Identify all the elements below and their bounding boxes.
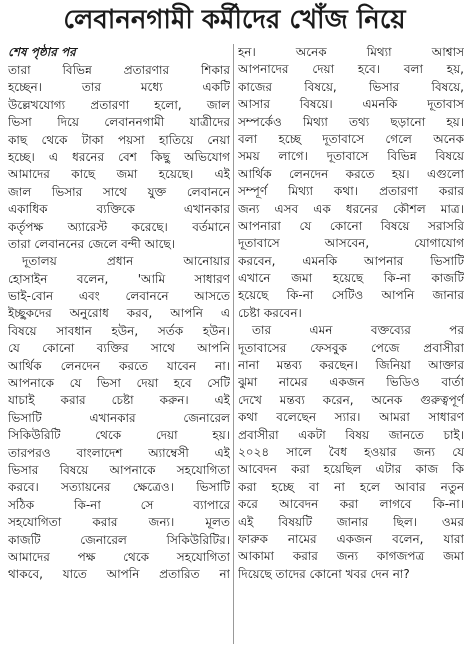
left-column-text bbox=[8, 62, 230, 584]
text-line: তারপরও বাংলাদেশ অ্যাম্বেসী এই bbox=[8, 445, 230, 460]
text-line: ভিসাটি এখানকার জেনারেল bbox=[8, 410, 230, 425]
text-line: করা হচ্ছে বা না হলে আবার নতুন bbox=[238, 479, 464, 494]
text-line: কাজটি জেনারেল সিকিউরিটির। bbox=[8, 532, 230, 547]
text-line: আবেদন করা হয়েছিল এটার কাজ কি bbox=[238, 462, 464, 477]
text-line: বিষয়ে সাবধান হউন, সর্তক হউন। bbox=[8, 323, 230, 338]
text-line: দূতাবাসে আসবেন, যোগাযোগ bbox=[238, 236, 464, 251]
text-line: তারা লেবাননের জেলে বন্দী আছে। bbox=[8, 236, 176, 251]
right-column-text bbox=[238, 44, 464, 583]
text-line: সম্পূর্ণ মিথ্যা কথা। প্রতারণা করার bbox=[238, 184, 464, 199]
text-line: হচ্ছে। এ ধরনের বেশ কিছু অভিযোগ bbox=[8, 149, 230, 164]
left-column bbox=[8, 44, 230, 644]
text-line: এখানে জমা হয়েছে কি-না কাজটি bbox=[238, 271, 464, 286]
text-line: একাধিক ব্যক্তিকে এখানকার bbox=[8, 202, 230, 217]
text-line: হোসাইন বলেন, 'আমি সাধারণ bbox=[8, 271, 230, 286]
text-line: থাকবে, যাতে আপনি প্রতারিত না bbox=[8, 567, 230, 582]
text-line: সঠিক কি-না সে ব্যাপারে bbox=[8, 497, 230, 512]
text-line: সহযোগিতা করার জন্য। মূলত bbox=[8, 515, 230, 530]
text-line: আর্থিক লেনদেন করতে হয়। এগুলো bbox=[238, 166, 464, 181]
text-line: সময় লাগে। দূতাবাসে বিভিন্ন বিষয়ে bbox=[238, 149, 464, 164]
text-line: আর্থিক লেনদেন করতে যাবেন না। bbox=[8, 358, 230, 373]
text-line: হচ্ছেন। তার মধ্যে একটি bbox=[8, 80, 230, 95]
text-line: কথা বলেছেন স্যার। আমরা সাধারণ bbox=[238, 410, 464, 425]
text-line: প্রবাসীরা একটা বিষয় জানতে চাই। bbox=[238, 427, 464, 442]
text-line: ভিসার বিষয়ে আপনাকে সহযোগিতা bbox=[8, 462, 230, 477]
text-line: ভিসা দিয়ে লেবাননগামী যাত্রীদের bbox=[8, 115, 230, 130]
text-line: আপনারা যে কোনো বিষয়ে সরাসরি bbox=[238, 218, 464, 233]
continuation-kicker: শেষ পৃষ্ঠার পর bbox=[8, 45, 76, 59]
text-line: কাছ থেকে টাকা পয়সা হাতিয়ে নেয়া bbox=[8, 132, 230, 147]
text-line: জন্য এসব এক ধরনের কৌশল মাত্র। bbox=[238, 201, 464, 216]
text-line: দেখে মন্তব্য করেন, অনেক গুরুত্বপূর্ণ bbox=[238, 392, 464, 407]
text-line: ভাই-বোন এবং লেবাননে আসতে bbox=[8, 289, 230, 304]
text-line: সিকিউরিটি থেকে দেয়া হয়। bbox=[8, 428, 230, 443]
text-line: ঝুমা নামের একজন ভিডিও বার্তা bbox=[238, 375, 464, 390]
text-line: নানা মন্তব্য করছেন। জিনিয়া আক্তার bbox=[238, 358, 464, 373]
text-line: আসার বিষয়ে। এমনকি দূতাবাস bbox=[238, 97, 464, 112]
text-line: দিয়েছে তাদের কোনো খবর দেন না? bbox=[238, 566, 410, 581]
right-column bbox=[238, 44, 464, 644]
text-line: করবে। সত্যায়নের ক্ষেত্রেও। ভিসাটি bbox=[8, 480, 230, 495]
text-line: ২০২৪ সালে বৈধ হওয়ার জন্য যে bbox=[238, 444, 464, 459]
text-line: যাচাই করার চেষ্টা করুন। এই bbox=[8, 393, 230, 408]
text-line: বলা হচ্ছে দূতাবাসে গেলে অনেক bbox=[238, 131, 464, 146]
text-line: আমাদের কাছে জমা হয়েছে। এই bbox=[8, 167, 230, 182]
text-line: আকামা করার জন্য কাগজপত্র জমা bbox=[238, 549, 464, 564]
text-line: উল্লেখযোগ্য প্রতারণা হলো, জাল bbox=[8, 97, 230, 112]
text-line: করবেন, এমনকি আপনার ভিসাটি bbox=[238, 253, 464, 268]
text-line: আপনাকে যে ভিসা দেয়া হবে সেটি bbox=[8, 376, 230, 391]
text-line: ফারুক নামের একজন বলেন, যারা bbox=[238, 531, 464, 546]
text-line: আমাদের পক্ষ থেকে সহযোগিতা bbox=[8, 549, 230, 564]
text-line: দূতালয় প্রধান আনোয়ার bbox=[22, 254, 230, 269]
headline: লেবাননগামী কর্মীদের খোঁজ নিয়ে bbox=[63, 5, 406, 35]
text-line: হন। অনেক মিথ্যা আশ্বাস bbox=[238, 45, 464, 59]
text-line: হয়েছে কি-না সেটিও আপনি জানার bbox=[238, 288, 464, 303]
text-line: জাল ভিসার সাথে যুক্ত লেবাননে bbox=[8, 184, 230, 199]
text-line: আপনাদের দেয়া হবে। বলা হয়, bbox=[238, 62, 464, 77]
text-line: কর্তৃপক্ষ অ্যারেস্ট করেছে। বর্তমানে bbox=[8, 219, 230, 234]
text-line: চেষ্টা করবেন। bbox=[238, 305, 302, 320]
text-line: তার এমন বক্তব্যের পর bbox=[252, 323, 464, 338]
text-line: করে আবেদন করা লাগবে কি-না। bbox=[238, 497, 464, 512]
text-line: দূতাবাসের ফেসবুক পেজে প্রবাসীরা bbox=[238, 340, 464, 355]
text-line: ইচ্ছুকদের অনুরোধ করব, আপনি এ bbox=[8, 306, 230, 321]
column-divider bbox=[233, 44, 234, 644]
text-line: এই বিষয়টি জানার ছিল। ওমর bbox=[238, 514, 464, 529]
text-line: সম্পর্কেও মিথ্যা তথ্য ছড়ানো হয়। bbox=[238, 114, 464, 129]
text-line: তারা বিভিন্ন প্রতারণার শিকার bbox=[8, 63, 230, 77]
text-line: কাজের বিষয়ে, ভিসার বিষয়ে, bbox=[238, 79, 464, 94]
text-line: যে কোনো ব্যক্তির সাথে আপনি bbox=[8, 341, 230, 356]
